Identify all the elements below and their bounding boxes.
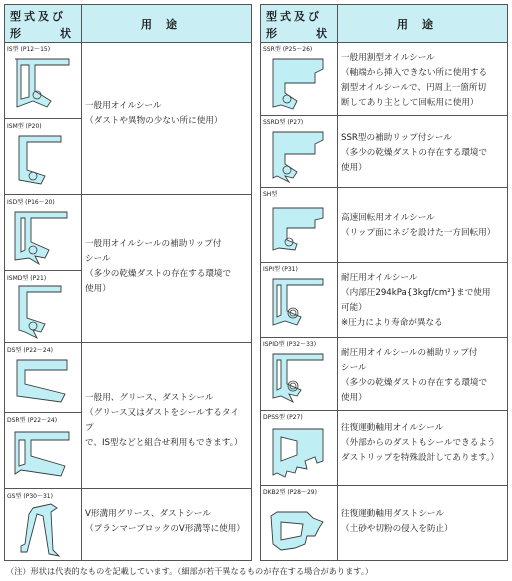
seal-type-label: ISM型 (P20) <box>7 123 42 130</box>
seal-type-label: ISPI型 (P31) <box>263 266 298 273</box>
seal-type-label: DKB2型 (P28〜29) <box>263 489 317 496</box>
seal-diagram-icon <box>267 198 329 258</box>
seal-type-label: SSRD型 (P27) <box>263 119 304 126</box>
seal-description: 一般用、グリース、ダストシール （グリース又はダストをシールするタイプ で、IS型などと組合せ利用もできます。） <box>85 393 243 448</box>
seal-diagram-icon <box>11 206 73 268</box>
seal-type-label: SH型 <box>263 191 278 198</box>
seal-description: 一般用割型オイルシール （軸端から挿入できない所に使用する 割型オイルシールで、円周上一箇所切 断してあり主として回転用に使用） <box>341 53 488 108</box>
seal-diagram-icon <box>11 354 73 410</box>
table-header <box>261 5 507 43</box>
seal-type-cell <box>261 485 337 560</box>
seal-diagram-icon <box>267 496 329 556</box>
seal-diagram-icon <box>11 424 73 486</box>
seal-description: 一般用オイルシールの補助リップ付 シール （多少の乾燥ダストの存在する環境で 使用） <box>85 239 232 294</box>
seal-diagram-icon <box>11 500 73 558</box>
seal-type-cell <box>5 342 81 412</box>
seal-diagram-icon <box>11 53 73 115</box>
type-header-line1: 型式及び <box>266 10 322 23</box>
use-header: 用途 <box>397 18 447 31</box>
type-header-line1: 型式及び <box>10 10 66 23</box>
seal-description: 耐圧用オイルシールの補助リップ付 シール （多少の乾燥ダストの存在する環境で 使用） <box>341 348 488 403</box>
seal-type-cell <box>5 194 81 270</box>
seal-diagram-icon <box>11 282 73 340</box>
seal-diagram-icon <box>267 348 329 406</box>
type-header-line2: 形 状 <box>10 27 74 40</box>
seal-type-label: GS型 (P30〜31) <box>7 493 53 500</box>
seal-type-cell <box>5 118 81 194</box>
seal-type-cell <box>261 337 337 410</box>
seal-type-label: ISMD型 (P21) <box>7 275 47 282</box>
seal-type-label: SSR型 (P25〜26) <box>263 46 313 53</box>
seal-description: V形溝用グリース、ダストシール （プランマーブロックのV形溝等に使用） <box>85 509 245 534</box>
seal-type-cell <box>261 187 337 262</box>
seal-type-cell <box>5 270 81 342</box>
seal-type-cell <box>5 488 81 560</box>
seal-diagram-icon <box>267 126 329 184</box>
footnote: （注）形状は代表的なものを記載しています。（細部が若干異なるものが存在する場合があります。） <box>6 566 374 576</box>
use-header: 用途 <box>141 18 191 31</box>
seal-description: 往復運動軸用オイルシール （外部からのダストもシールできるよう ダストリップを特殊設計してあります。） <box>341 423 499 463</box>
seal-diagram-icon <box>267 421 329 481</box>
seal-description: 一般用オイルシール （ダストや異物の少ない所に使用） <box>85 101 223 126</box>
seal-description: 往復運動軸用ダストシール （土砂や切粉の侵入を防止） <box>341 509 453 534</box>
seal-type-cell <box>261 42 337 115</box>
seal-type-label: DS型 (P22〜24) <box>7 347 53 354</box>
seal-type-label: ISPID型 (P32〜33) <box>263 341 317 348</box>
seal-type-cell <box>5 42 81 118</box>
seal-type-label: DPSS型 (P27) <box>263 414 303 421</box>
type-header-line2: 形 状 <box>266 27 330 40</box>
seal-description: 耐圧用オイルシール （内部圧294kPa{3kgf/cm²}まで使用 可能） ※圧力により寿命が異なる <box>341 273 491 328</box>
seal-type-cell <box>261 115 337 187</box>
seal-diagram-icon <box>267 53 329 113</box>
seal-type-label: IS型 (P12〜15) <box>7 46 51 53</box>
seal-type-cell <box>261 262 337 337</box>
seal-type-label: ISD型 (P16〜20) <box>7 199 55 206</box>
seal-type-label: DSR型 (P22〜24) <box>7 417 58 424</box>
seal-type-cell <box>261 410 337 485</box>
seal-diagram-icon <box>11 130 73 192</box>
seal-type-cell <box>5 412 81 488</box>
right-table <box>260 4 508 561</box>
seal-description: SSR型の補助リップ付シール （多少の乾燥ダストの存在する環境で 使用） <box>341 133 488 173</box>
type-header <box>261 5 338 42</box>
seal-description: 高速回転用オイルシール （リップ面にネジを設けた一方回転用） <box>341 213 496 238</box>
table-header <box>5 5 251 43</box>
left-table <box>4 4 252 561</box>
type-header <box>5 5 82 42</box>
seal-diagram-icon <box>267 273 329 333</box>
